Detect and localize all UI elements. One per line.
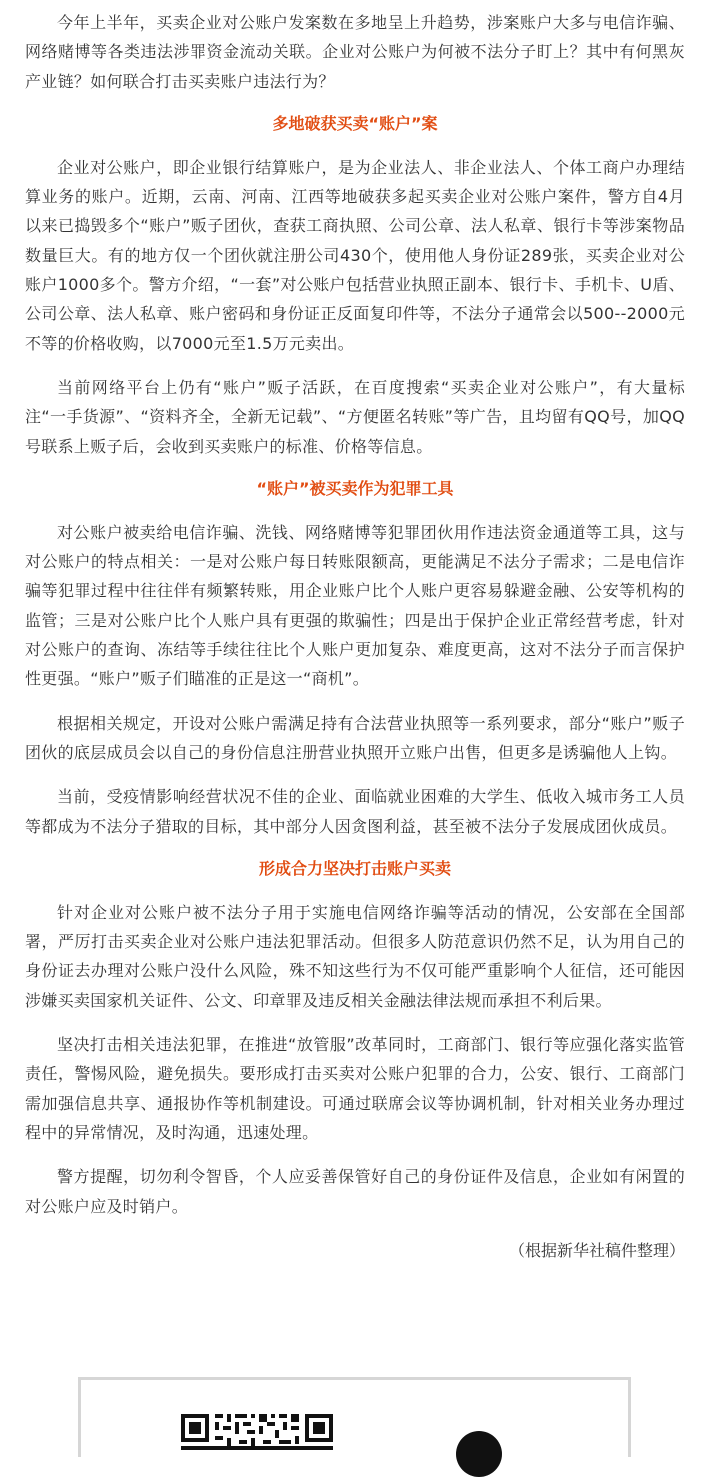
round-logo-icon — [456, 1431, 502, 1477]
source-credit: （根据新华社稿件整理） — [508, 1240, 685, 1260]
section-1-paragraph-2: 当前网络平台上仍有“账户”贩子活跃，在百度搜索“买卖企业对公账户”，有大量标注“一手货源”、“资料齐全，全新无记载”、“方便匿名转账”等广告，且均留有QQ号，加QQ号联系上贩子后，会收到买卖账户的标准、价格等信息。 — [25, 377, 685, 456]
section-2-paragraph-1: 对公账户被卖给电信诈骗、洗钱、网络赌博等犯罪团伙用作违法资金通道等工具，这与对公账户的特点相关：一是对公账户每日转账限额高，更能满足不法分子需求；二是电信诈骗等犯罪过程中往往伴有频繁转账，用企业账户比个人账户更容易躲避金融、公安等机构的监管；三是对公账户比个人账户具有更强的欺骗性；四是出于保护企业正常经营考虑，针对对公账户的查询、冻结等手续往往比个人账户更加复杂、难度更高，这对不法分子而言保护性更强。“账户”贩子们瞄准的正是这一“商机”。 — [25, 522, 685, 689]
section-heading-1: 多地破获买卖“账户”案 — [272, 113, 438, 133]
section-2-paragraph-2: 根据相关规定，开设对公账户需满足持有合法营业执照等一系列要求，部分“账户”贩子团伙的底层成员会以自己的身份信息注册营业执照开立账户出售，但更多是诱骗他人上钩。 — [25, 713, 685, 762]
section-3-paragraph-3: 警方提醒，切勿利令智昏，个人应妥善保管好自己的身份证件及信息，企业如有闲置的对公账户应及时销户。 — [25, 1167, 685, 1216]
qr-code-icon[interactable] — [181, 1410, 333, 1450]
section-3-paragraph-1: 针对企业对公账户被不法分子用于实施电信网络诈骗等活动的情况，公安部在全国部署，严厉打击买卖企业对公账户违法犯罪活动。但很多人防范意识仍然不足，认为用自己的身份证去办理对公账户没什么风险，殊不知这些行为不仅可能严重影响个人征信，还可能因涉嫌买卖国家机关证件、公文、印章罪及违反相关金融法律法规而承担不利后果。 — [25, 902, 685, 1010]
intro-paragraph: 今年上半年，买卖企业对公账户发案数在多地呈上升趋势，涉案账户大多与电信诈骗、网络赌博等各类违法涉罪资金流动关联。企业对公账户为何被不法分子盯上？其中有何黑灰产业链？如何联合打击买卖账户违法行为？ — [25, 13, 685, 91]
section-1-paragraph-1: 企业对公账户，即企业银行结算账户，是为企业法人、非企业法人、个体工商户办理结算业务的账户。近期，云南、河南、江西等地破获多起买卖企业对公账户案件，警方自4月以来已捣毁多个“账户”贩子团伙，查获工商执照、公司公章、法人私章、银行卡等涉案物品数量巨大。有的地方仅一个团伙就注册公司430个，使用他人身份证289张，买卖企业对公账户1000多个。警方介绍，“一套”对公账户包括营业执照正副本、银行卡、手机卡、U盾、公司公章、法人私章、账户密码和身份证正反面复印件等，不法分子通常会以500--2000元不等的价格收购，以7000元至1.5万元卖出。 — [25, 157, 685, 353]
section-heading-3: 形成合力坚决打击账户买卖 — [258, 858, 451, 878]
qr-footer-frame — [78, 1377, 631, 1457]
section-heading-2: “账户”被买卖作为犯罪工具 — [256, 478, 454, 498]
section-2-paragraph-3: 当前，受疫情影响经营状况不佳的企业、面临就业困难的大学生、低收入城市务工人员等都成为不法分子猎取的目标，其中部分人因贪图利益，甚至被不法分子发展成团伙成员。 — [25, 787, 685, 836]
section-3-paragraph-2: 坚决打击相关违法犯罪，在推进“放管服”改革同时，工商部门、银行等应强化落实监管责任，警惕风险，避免损失。要形成打击买卖对公账户犯罪的合力，公安、银行、工商部门需加强信息共享、通报协作等机制建设。可通过联席会议等协调机制，针对相关业务办理过程中的异常情况，及时沟通，迅速处理。 — [25, 1035, 685, 1142]
